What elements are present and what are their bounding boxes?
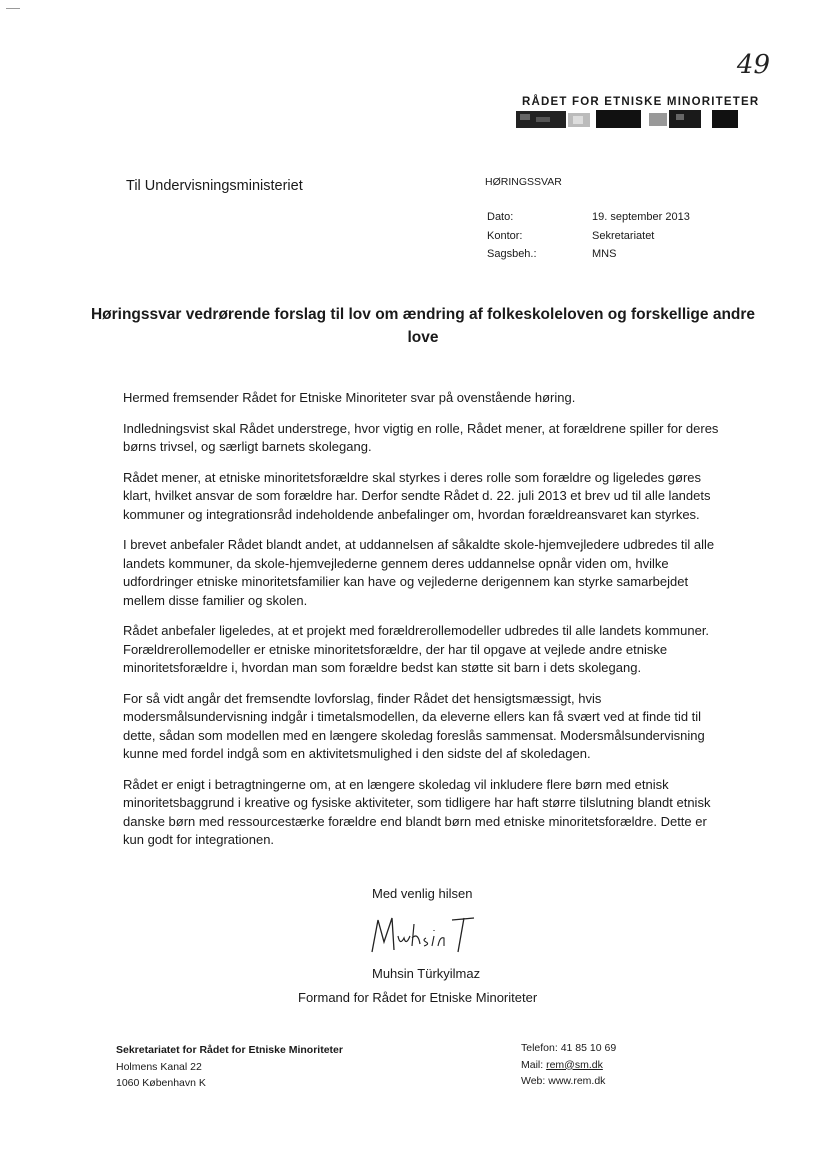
paragraph: Rådet mener, at etniske minoritetsforældre skal styrkes i deres rolle som forældre og ligeledes gøres klart, hvilket ansvar de som forældre har. Derfor sendte Rådet d. 22. juli 2013 et brev ud til alle landets kommuner og integrationsråd indeholdende anbefalinger om, hvordan forældreansvaret kan styrkes. xyxy=(123,469,711,522)
handwritten-page-number: 49 xyxy=(736,50,770,80)
paragraph: Rådet er enigt i betragtningerne om, at en længere skoledag vil inkludere flere børn med etnisk minoritetsbaggrund i kreative og fysiske aktiviteter, som tidligere har haft større tilslutning blandt etnisk danske børn med ressourcestærke forældre end blandt børn med etniske minoritetsforældre. Dette er kun godt for integrationen. xyxy=(123,776,711,847)
meta-label: Kontor: xyxy=(487,229,523,242)
signer-name: Muhsin Türkyilmaz xyxy=(372,966,481,981)
footer-phone: Telefon: 41 85 10 69 xyxy=(521,1042,617,1054)
meta-row-case-handler xyxy=(487,248,690,267)
paragraph: Hermed fremsender Rådet for Etniske Minoriteter svar på ovenstående høring. xyxy=(123,390,576,405)
meta-label: Sagsbeh.: xyxy=(487,248,537,260)
paragraph: Rådet anbefaler ligeledes, at et projekt med forældrerollemodeller udbredes til alle landets kommuner. Forældrerollemodeller er etniske minoritetsforældre, der har til opgave at vejlede andre etniske minoritetsforældre i, hvordan man som forældre bedst kan støtte sit barn i dets skolegang. xyxy=(123,623,710,675)
document-type: HØRINGSSVAR xyxy=(485,176,562,188)
footer-mail-label: Mail: xyxy=(521,1058,547,1071)
paragraph: I brevet anbefaler Rådet blandt andet, at uddannelsen af såkaldte skole-hjemvejledere udbredes til alle landets kommuner, da skole-hjemvejlederne gennem deres uddannelse opnår viden om, hvilke udfordringer etniske minoritetsfamilier kan have og vejlederne derigennem kan styrke samarbejdet mellem disse familier og skolen. xyxy=(123,537,715,608)
scan-corner-mark xyxy=(6,8,20,9)
meta-value: MNS xyxy=(592,248,617,260)
meta-row-date xyxy=(487,211,690,230)
recipient: Til Undervisningsministeriet xyxy=(126,178,303,194)
meta-label: Dato: xyxy=(487,211,514,223)
handwritten-signature xyxy=(368,912,478,958)
footer-mail-row xyxy=(521,1057,616,1074)
closing-greeting: Med venlig hilsen xyxy=(372,886,473,901)
meta-row-office xyxy=(487,230,690,249)
signer-title: Formand for Rådet for Etniske Minoriteter xyxy=(298,990,538,1005)
letter-body xyxy=(123,389,728,862)
footer-address xyxy=(116,1042,343,1092)
footer-street: Holmens Kanal 22 xyxy=(116,1060,202,1073)
meta-block xyxy=(487,211,690,267)
meta-value: Sekretariatet xyxy=(592,229,655,242)
footer-web[interactable]: Web: www.rem.dk xyxy=(521,1075,606,1087)
letterhead-organization: RÅDET FOR ETNISKE MINORITETER xyxy=(522,96,760,108)
footer-contact xyxy=(521,1040,616,1090)
footer-city: 1060 København K xyxy=(116,1077,206,1089)
document-title: Høringssvar vedrørende forslag til lov om ændring af folkeskoleloven og forskellige andre love xyxy=(90,306,756,346)
paragraph: For så vidt angår det fremsendte lovforslag, finder Rådet det hensigtsmæssigt, hvis modersmålsundervisning indgår i timetalsmodellen, da eleverne ellers kan få svært ved at finde tid til dette, sådan som modellen med en længere skoledag foreslås sammensat. Modersmålsundervisning kunne med fordel indgå som en aktivitetsmulighed i den sidste del af skoledagen. xyxy=(123,690,705,761)
footer-mail-link[interactable]: rem@sm.dk xyxy=(546,1058,603,1071)
paragraph: Indledningsvist skal Rådet understrege, hvor vigtig en rolle, Rådet mener, at forældrene spiller for deres børns trivsel, og særligt barnets skolegang. xyxy=(123,420,719,454)
letterhead-logo-icon xyxy=(516,109,738,129)
meta-value: 19. september 2013 xyxy=(592,211,690,223)
footer-org: Sekretariatet for Rådet for Etniske Minoriteter xyxy=(116,1044,343,1056)
